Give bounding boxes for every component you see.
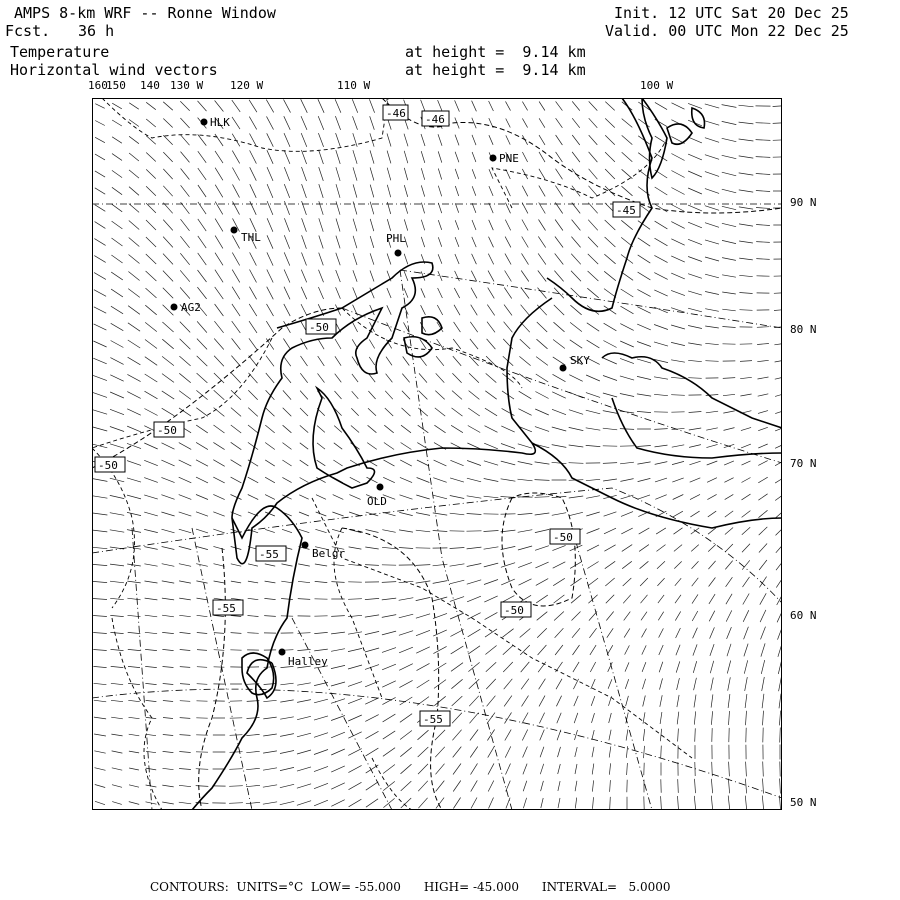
forecast-hours: 36 h [78, 22, 115, 40]
station-pne-marker [490, 155, 497, 162]
lon-label-120w: 120 W [230, 79, 264, 92]
contour-info-footer [150, 880, 671, 894]
lon-label-100w: 100 W [640, 79, 674, 92]
lon-label-110w: 110 W [337, 79, 371, 92]
contour-label-10: -50 [504, 604, 524, 617]
lat-label-80n: 80 N [790, 323, 817, 336]
lat-label-50n: 50 N [790, 796, 817, 809]
stations [171, 116, 591, 668]
map-border [93, 99, 782, 810]
station-thl-label: THL [241, 231, 261, 244]
sky-region-coast [602, 353, 782, 428]
field2-height: at height = 9.14 km [405, 61, 586, 79]
contour-label-4: -50 [309, 321, 329, 334]
grid-line-meridian-1 [132, 528, 152, 810]
contours-high: HIGH= -45.000 [423, 880, 520, 894]
contour-label-3: -45 [616, 204, 636, 217]
contour-minus55-west [199, 548, 226, 810]
lon-label-160: 160 [88, 79, 108, 92]
station-halley-marker [279, 649, 286, 656]
field1-name: Temperature [10, 43, 110, 61]
contour-label-8: -55 [216, 602, 236, 615]
station-hlk-marker [201, 119, 208, 126]
contour-label-5: -50 [157, 424, 177, 437]
forecast-label: Fcst. [5, 22, 51, 40]
contours-units: UNITS=°C [236, 880, 304, 894]
station-belgr-marker [302, 542, 309, 549]
station-sky-label: SKY [570, 354, 590, 367]
contour-label-6: -50 [98, 459, 118, 472]
wind-vector-field [93, 99, 782, 810]
station-hlk-label: HLK [210, 116, 230, 129]
ronne-ice-shelf-coast [232, 262, 552, 564]
grid-line-meridian-2 [192, 528, 252, 810]
wind-vectors [93, 99, 782, 810]
grid-line-meridian-3 [292, 618, 392, 810]
lon-label-150: 150 [106, 79, 126, 92]
station-phl-label: PHL [386, 232, 406, 245]
model-title: AMPS 8-km WRF -- Ronne Window [14, 4, 276, 22]
station-halley-label: Halley [288, 655, 328, 668]
grid-line-meridian-4 [400, 270, 512, 810]
contour-label-1: -46 [386, 107, 406, 120]
sky-inner-coast [612, 398, 782, 458]
coastlines [192, 98, 782, 810]
field2-name: Horizontal wind vectors [10, 61, 218, 79]
lon-label-130w: 130 W [170, 79, 204, 92]
ne-island-2 [667, 124, 692, 144]
contour-label-7: -55 [259, 548, 279, 561]
ellsworth-coast [313, 388, 375, 488]
valid-time: Valid. 00 UTC Mon 22 Dec 25 [605, 22, 849, 40]
contour-label-9: -50 [553, 531, 573, 544]
lon-label-140: 140 [140, 79, 160, 92]
station-phl-marker [395, 250, 402, 257]
contours-low: LOW= -55.000 [310, 880, 401, 894]
station-old-label: OLD [367, 495, 387, 508]
station-sky-marker [560, 365, 567, 372]
lat-label-70n: 70 N [790, 457, 817, 470]
grid-line-meridian-5 [572, 528, 652, 810]
field1-height: at height = 9.14 km [405, 43, 586, 61]
station-belgr-label: Belgr [312, 547, 346, 560]
map-frame [92, 98, 782, 810]
station-pne-label: PNE [499, 152, 519, 165]
boundary-lines [92, 98, 692, 810]
lat-label-60n: 60 N [790, 609, 817, 622]
grid-line-80n [400, 270, 782, 328]
contour-label-11: -55 [423, 713, 443, 726]
contours-label: CONTOURS: [150, 880, 229, 894]
weather-map [92, 98, 782, 810]
lat-label-90n: 90 N [790, 196, 817, 209]
init-time: Init. 12 UTC Sat 20 Dec 25 [614, 4, 849, 22]
contours-interval: INTERVAL= 5.0000 [541, 880, 671, 894]
contour-label-2: -46 [425, 113, 445, 126]
ne-island-3 [692, 108, 705, 128]
contour-minus50-east [502, 493, 575, 606]
station-ag2-marker [171, 304, 178, 311]
station-thl-marker [231, 227, 238, 234]
station-old-marker [377, 484, 384, 491]
grid-line-50n [92, 689, 782, 798]
station-ag2-label: AG2 [181, 301, 201, 314]
